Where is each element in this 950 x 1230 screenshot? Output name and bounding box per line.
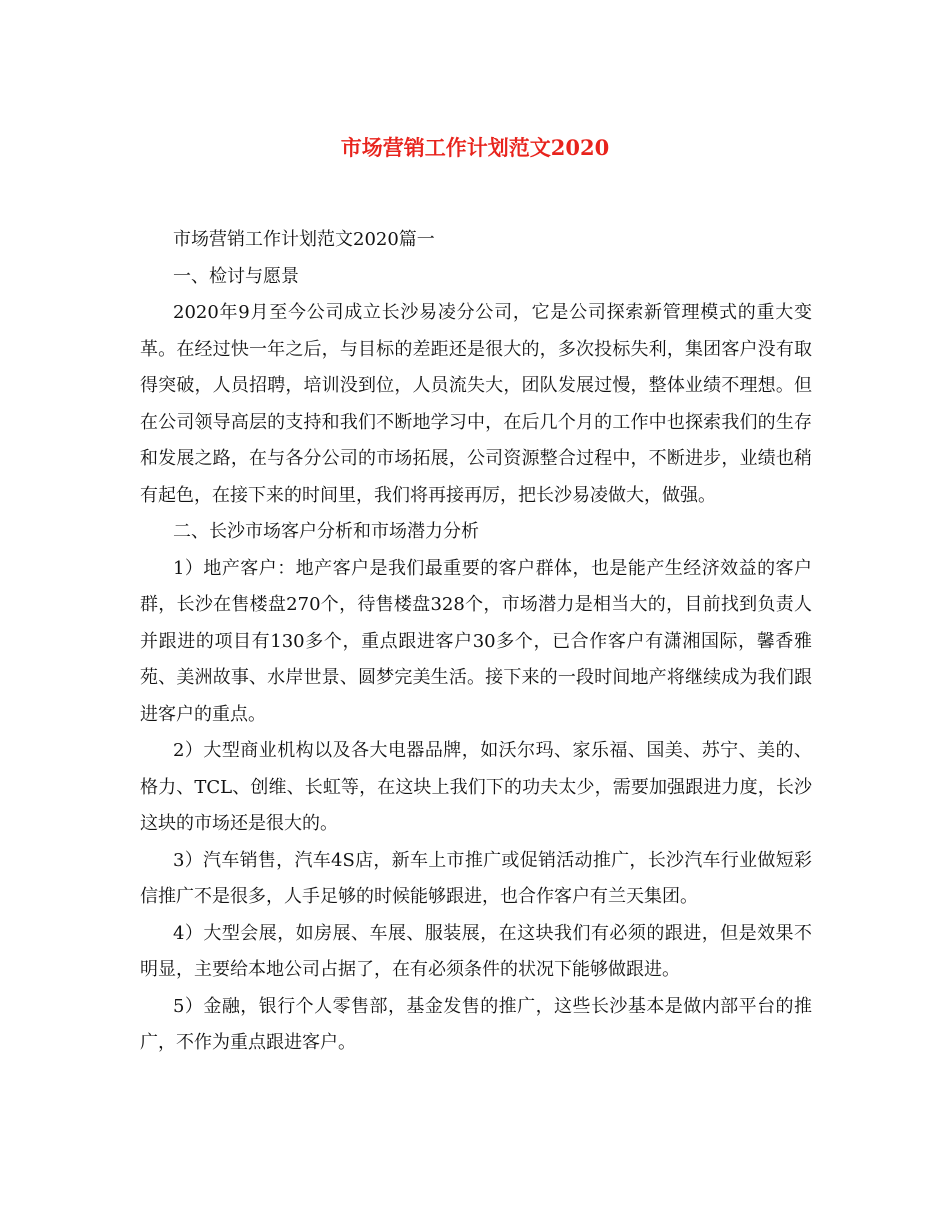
subsection-heading: 一、检讨与愿景 [173,265,299,287]
body-paragraph: 2）大型商业机构以及各大电器品牌，如沃尔玛、家乐福、国美、苏宁、美的、格力、TCL、创维、长虹等，在这块上我们下的功夫太少，需要加强跟进力度，长沙这块的市场还是很大的。 [140,740,812,834]
body-paragraph: 1）地产客户：地产客户是我们最重要的客户群体，也是能产生经济效益的客户群，长沙在售楼盘270个，待售楼盘328个，市场潜力是相当大的，目前找到负责人并跟进的项目有130多个，重点跟进客户30多个，已合作客户有潇湘国际，馨香雅苑、美洲故事、水岸世景、圆梦完美生活。接下来的一段时间地产将继续成为我们跟进客户的重点。 [140,557,812,725]
section-heading: 市场营销工作计划范文2020篇一 [173,229,435,250]
subsection-heading: 二、长沙市场客户分析和市场潜力分析 [173,521,479,542]
document-title: 市场营销工作计划范文2020 [340,135,610,160]
body-paragraph: 5）金融，银行个人零售部，基金发售的推广，这些长沙基本是做内部平台的推广，不作为重点跟进客户。 [140,995,812,1053]
body-paragraph: 3）汽车销售，汽车4S店，新车上市推广或促销活动推广，长沙汽车行业做短彩信推广不是很多，人手足够的时候能够跟进，也合作客户有兰天集团。 [140,849,812,907]
body-paragraph: 4）大型会展，如房展、车展、服装展，在这块我们有必须的跟进，但是效果不明显，主要给本地公司占据了，在有必须条件的状况下能够做跟进。 [140,922,812,980]
body-paragraph: 2020年9月至今公司成立长沙易凌分公司，它是公司探索新管理模式的重大变革。在经过快一年之后，与目标的差距还是很大的，多次投标失利，集团客户没有取得突破，人员招聘，培训没到位，人员流失大，团队发展过慢，整体业绩不理想。但在公司领导高层的支持和我们不断地学习中，在后几个月的工作中也探索我们的生存和发展之路，在与各分公司的市场拓展，公司资源整合过程中，不断进步，业绩也稍有起色，在接下来的时间里，我们将再接再厉，把长沙易凌做大，做强。 [140,302,812,506]
document-body [140,222,812,1062]
